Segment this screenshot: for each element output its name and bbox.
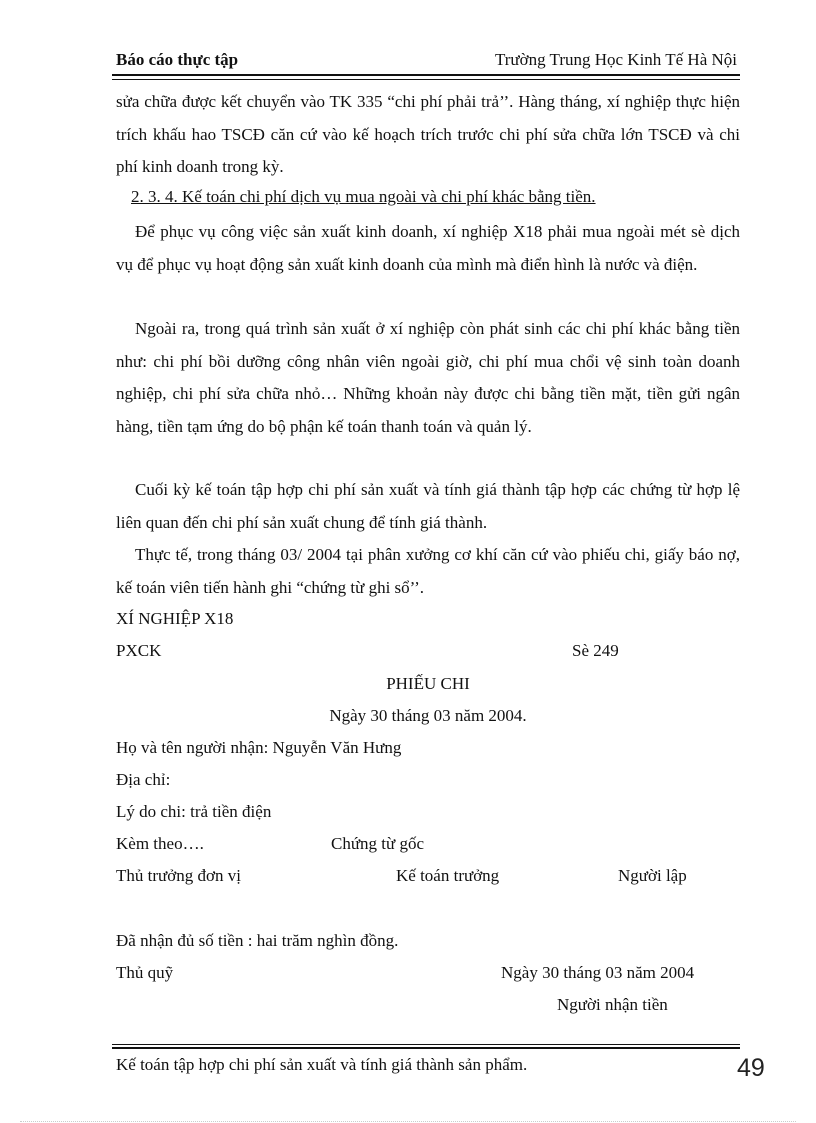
signature-head-of-unit: Thủ trưởng đơn vị: [116, 866, 241, 885]
voucher-date: Ngày 30 tháng 03 năm 2004.: [329, 706, 527, 725]
header-report-title: Báo cáo thực tập: [116, 50, 239, 69]
paragraph-period-end: Cuối kỳ kế toán tập hợp chi phí sản xuất và tính giá thành tập hợp các chứng từ hợp lệ liên quan đến chi phí sản xuất chung để tính giá thành.: [116, 480, 740, 532]
footer-rule-thick: [112, 1047, 740, 1049]
voucher-number: Sè 249: [572, 641, 619, 660]
header-school-name: Trường Trung Học Kinh Tế Hà Nội: [494, 50, 737, 69]
signature-preparer: Người lập: [618, 866, 687, 885]
voucher-received-amount: Đã nhận đủ số tiền : hai trăm nghìn đồng.: [116, 931, 399, 950]
signature-receiver: Người nhận tiền: [557, 995, 668, 1014]
signature-cashier: Thủ quỹ: [116, 963, 174, 982]
voucher-recipient: Họ và tên người nhận: Nguyễn Văn Hưng: [116, 738, 402, 757]
voucher-unit: PXCK: [116, 641, 162, 660]
page-edge-divider: [20, 1121, 796, 1122]
header-rule-thick: [112, 74, 740, 76]
paragraph-march-2004: Thực tế, trong tháng 03/ 2004 tại phân xưởng cơ khí căn cứ vào phiếu chi, giấy báo nợ, kế toán viên tiến hành ghi “chứng từ ghi sổ’’.: [116, 545, 740, 597]
voucher-reason: Lý do chi: trả tiền điện: [116, 802, 272, 821]
voucher-original-docs: Chứng từ gốc: [331, 834, 425, 853]
paragraph-purchased-services: Để phục vụ công việc sản xuất kinh doanh, xí nghiệp X18 phải mua ngoài mét sè dịch vụ để phục vụ hoạt động sản xuất kinh doanh của mình mà điển hình là nước và điện.: [116, 222, 740, 274]
footer-rule-thin: [112, 1044, 740, 1045]
footer-text: Kế toán tập hợp chi phí sản xuất và tính giá thành sản phẩm.: [116, 1055, 528, 1074]
page-number: 49: [737, 1054, 765, 1082]
paragraph-other-cash-expenses: Ngoài ra, trong quá trình sản xuất ở xí nghiệp còn phát sinh các chi phí khác bằng tiền như: chi phí bồi dưỡng công nhân viên ngoài giờ, chi phí mua chổi vệ sinh toàn doanh nghiệp, chi phí sửa chữa nhỏ… Những khoản này được chi bằng tiền mặt, tiền gửi ngân hàng, tiền tạm ứng do bộ phận kế toán thanh toán và quản lý.: [116, 319, 740, 436]
voucher-title: PHIẾU CHI: [386, 674, 470, 693]
voucher-attached: Kèm theo….: [116, 834, 204, 853]
voucher-address: Địa chỉ:: [116, 770, 171, 789]
paragraph-continuation: sửa chữa được kết chuyển vào TK 335 “chi phí phải trả’’. Hàng tháng, xí nghiệp thực hiện trích khấu hao TSCĐ căn cứ vào kế hoạch trích trước chi phí sửa chữa lớn TSCĐ và chi phí kinh doanh trong kỳ.: [116, 92, 740, 176]
voucher-date-received: Ngày 30 tháng 03 năm 2004: [501, 963, 695, 982]
signature-chief-accountant: Kế toán trưởng: [396, 866, 500, 885]
header-rule-thin: [112, 79, 740, 80]
section-heading: 2. 3. 4. Kế toán chi phí dịch vụ mua ngoài và chi phí khác bằng tiền.: [131, 187, 596, 206]
voucher-company: XÍ NGHIỆP X18: [116, 609, 234, 628]
